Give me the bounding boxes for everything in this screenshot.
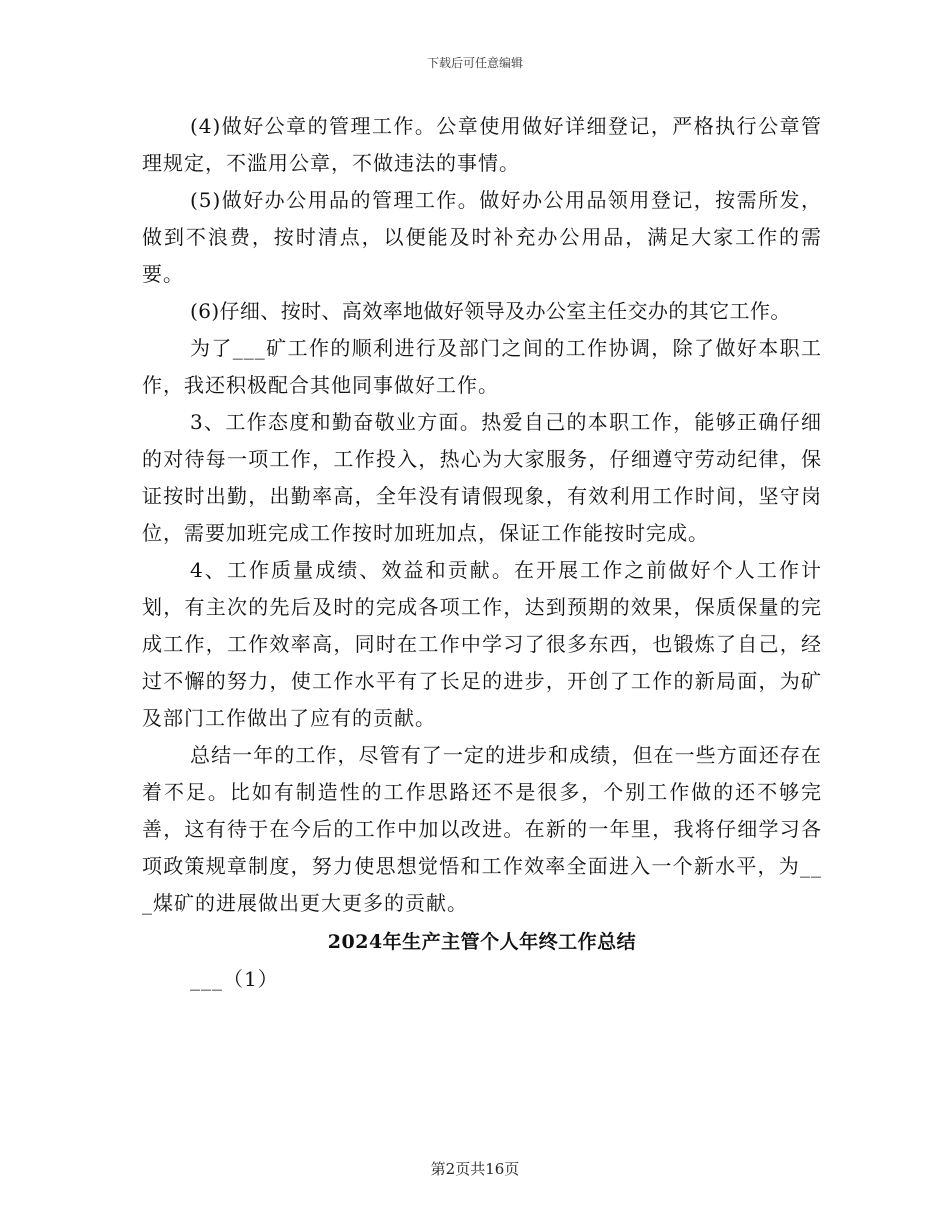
page-header-note: 下载后可任意编辑 [426, 56, 523, 70]
paragraph-work-quality: 4、工作质量成绩、效益和贡献。在开展工作之前做好个人工作计划，有主次的先后及时的完成各项工作，达到预期的效果，保质保量的完成工作，工作效率高，同时在工作中学习了很多东西，也锻炼了自己，经过不懈的努力，使工作水平有了长足的进步，开创了工作的新局面，为矿及部门工作做出了应有的贡献。 [142, 558, 822, 730]
paragraph-cooperation: 为了___矿工作的顺利进行及部门之间的工作协调，除了做好本职工作，我还积极配合其他同事做好工作。 [142, 336, 822, 397]
page-number: 第2页共16页 [430, 1160, 520, 1178]
section-title: 2024年生产主管个人年终工作总结 [327, 931, 637, 953]
document-body [142, 108, 822, 998]
paragraph-summary: 总结一年的工作，尽管有了一定的进步和成绩，但在一些方面还存在着不足。比如有制造性的工作思路还不是很多，个别工作做的还不够完善，这有待于在今后的工作中加以改进。在新的一年里，我将仔细学习各项政策规章制度，努力使思想觉悟和工作效率全面进入一个新水平，为___煤矿的进展做出更大更多的贡献。 [142, 743, 822, 915]
paragraph-office-supplies: (5)做好办公用品的管理工作。做好办公用品领用登记，按需所发，做到不浪费，按时清点，以便能及时补充办公用品，满足大家工作的需要。 [142, 188, 822, 286]
paragraph-section-start: ___（1） [190, 967, 279, 991]
paragraph-other-tasks: (6)仔细、按时、高效率地做好领导及办公室主任交办的其它工作。 [190, 299, 791, 323]
paragraph-seal-management: (4)做好公章的管理工作。公章使用做好详细登记，严格执行公章管理规定，不滥用公章，不做违法的事情。 [142, 114, 822, 175]
paragraph-work-attitude: 3、工作态度和勤奋敬业方面。热爱自己的本职工作，能够正确仔细的对待每一项工作，工作投入，热心为大家服务，仔细遵守劳动纪律，保证按时出勤，出勤率高，全年没有请假现象，有效利用工作时间，坚守岗位，需要加班完成工作按时加班加点，保证工作能按时完成。 [142, 410, 822, 545]
